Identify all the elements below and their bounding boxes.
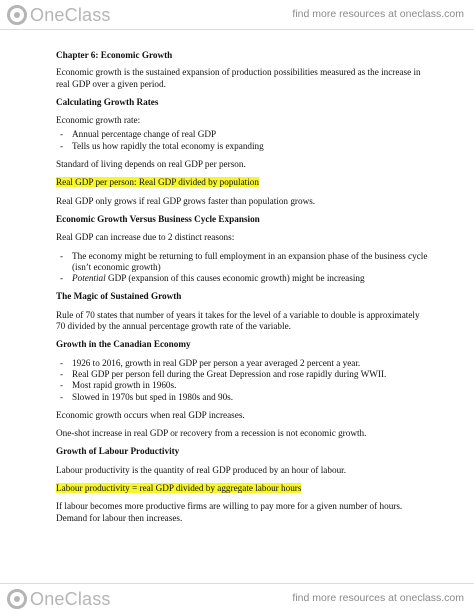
section-heading: Growth in the Canadian Economy	[56, 339, 191, 350]
paragraph: If labour becomes more productive firms are willing to pay more for a given number of hours.	[56, 501, 403, 512]
paragraph: Real GDP can increase due to 2 distinct reasons:	[56, 232, 235, 243]
oneclass-logo-icon	[6, 588, 28, 610]
bottom-watermark-bar	[0, 583, 474, 613]
top-watermark-bar	[0, 0, 474, 30]
bullet-list	[56, 251, 428, 285]
oneclass-logo[interactable]	[6, 4, 111, 26]
chapter-title: Chapter 6: Economic Growth	[56, 50, 173, 60]
document-page	[56, 50, 428, 531]
list-item: - Real GDP per person fell during the Great Depression and rose rapidly during WWII.	[56, 369, 428, 380]
oneclass-logo[interactable]	[6, 588, 111, 610]
section-heading: The Magic of Sustained Growth	[56, 291, 182, 302]
section-heading: Calculating Growth Rates	[56, 96, 159, 107]
oneclass-logo-icon	[6, 4, 28, 26]
bullet-list	[56, 358, 428, 403]
list-item	[56, 273, 428, 284]
list-item: - Most rapid growth in 1960s.	[56, 380, 428, 391]
italic-term: Potential	[72, 273, 106, 284]
highlighted-definition: Labour productivity = real GDP divided by aggregate labour hours	[56, 483, 302, 494]
intro-paragraph: Economic growth is the sustained expansion of production possibilities measured as the increase in real GDP over a given period.	[56, 67, 421, 89]
paragraph: Standard of living depends on real GDP per person.	[56, 159, 246, 170]
bullet-list	[56, 129, 428, 152]
list-item: - Slowed in 1970s but sped in 1980s and 90s.	[56, 392, 428, 403]
brand-tagline-link[interactable]: find more resources at oneclass.com	[292, 8, 464, 20]
brand-name: OneClass	[30, 4, 111, 25]
list-item: - Annual percentage change of real GDP	[56, 129, 428, 140]
paragraph: Labour productivity is the quantity of real GDP produced by an hour of labour.	[56, 464, 347, 475]
paragraph: One-shot increase in real GDP or recovery from a recession is not economic growth.	[56, 428, 367, 439]
list-item: - 1926 to 2016, growth in real GDP per person a year averaged 2 percent a year.	[56, 358, 428, 369]
list-item-text: GDP (expansion of this causes economic growth) might be increasing	[105, 273, 365, 284]
section-heading: Growth of Labour Productivity	[56, 446, 180, 457]
brand-tagline-link[interactable]: find more resources at oneclass.com	[292, 592, 464, 604]
paragraph: Real GDP only grows if real GDP grows faster than population grows.	[56, 195, 316, 206]
paragraph: Demand for labour then increases.	[56, 512, 183, 523]
brand-name: OneClass	[30, 588, 111, 609]
paragraph: Rule of 70 states that number of years it takes for the level of a variable to double is approximately 70 divided by the annual percentage growth rate of the variable.	[56, 309, 420, 332]
list-item: - Tells us how rapidly the total economy is expanding	[56, 141, 428, 152]
highlighted-definition: Real GDP per person: Real GDP divided by population	[56, 177, 259, 188]
list-item: - The economy might be returning to full employment in an expansion phase of the business cycle (isn’t economic growth)	[56, 251, 428, 274]
paragraph: Economic growth occurs when real GDP increases.	[56, 409, 245, 420]
subheading: Economic growth rate:	[56, 115, 141, 126]
section-heading: Economic Growth Versus Business Cycle Expansion	[56, 213, 260, 224]
